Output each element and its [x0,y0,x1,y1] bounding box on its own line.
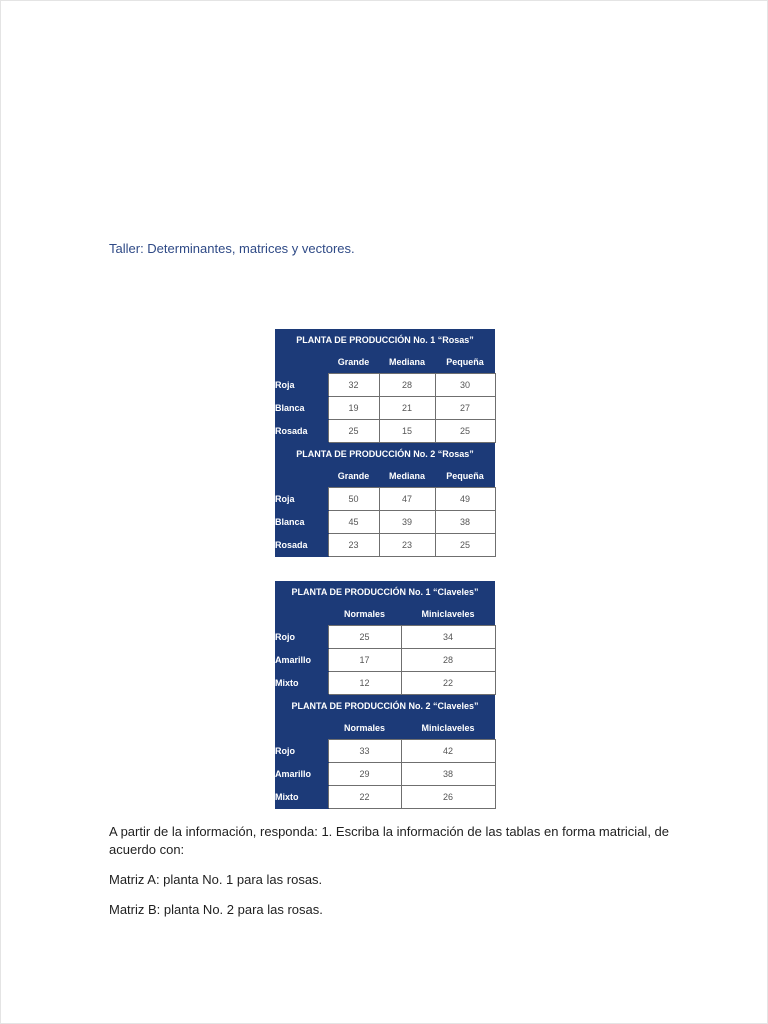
table-title-row [275,443,495,466]
table-cell: 25 [328,420,379,443]
column-header: Normales [328,717,401,740]
table-cell: 22 [328,786,401,809]
row-label: Blanca [275,397,328,420]
table-cell: 45 [328,511,379,534]
document-title: Taller: Determinantes, matrices y vectores. [109,241,355,256]
corner-cell [275,717,328,740]
row-label: Rojo [275,626,328,649]
table-cell: 25 [328,626,401,649]
table-header-row [275,351,495,374]
row-label: Roja [275,374,328,397]
row-label: Amarillo [275,763,328,786]
table-cell: 47 [379,488,435,511]
table-title-row [275,581,495,604]
table-header-row [275,465,495,488]
column-header: Pequeña [435,465,495,488]
column-header: Grande [328,351,379,374]
table-cell: 17 [328,649,401,672]
table-row [275,649,495,672]
table-row [275,534,495,557]
table-cell: 25 [435,534,495,557]
table-cell: 28 [379,374,435,397]
table-cell: 21 [379,397,435,420]
instruction-paragraph: A partir de la información, responda: 1. Escriba la información de las tablas en forma matricial, de acuerdo con: [109,824,669,857]
table-cell: 49 [435,488,495,511]
table-title-rosas-2: PLANTA DE PRODUCCIÓN No. 2 “Rosas” [275,443,495,466]
table-cell: 38 [435,511,495,534]
row-label: Rosada [275,420,328,443]
table-cell: 29 [328,763,401,786]
table-cell: 34 [401,626,495,649]
column-header: Mediana [379,351,435,374]
table-row [275,740,495,763]
matrix-b-paragraph: Matriz B: planta No. 2 para las rosas. [109,902,323,917]
table-row [275,511,495,534]
table-cell: 38 [401,763,495,786]
table-header-row [275,717,495,740]
table-cell: 50 [328,488,379,511]
production-tables-figure [275,328,495,809]
table-cell: 26 [401,786,495,809]
table-row [275,626,495,649]
column-header: Normales [328,603,401,626]
table-cell: 30 [435,374,495,397]
table-row [275,374,495,397]
table-cell: 33 [328,740,401,763]
table-row [275,420,495,443]
table-claveles [275,580,496,809]
column-header: Mediana [379,465,435,488]
row-label: Blanca [275,511,328,534]
row-label: Roja [275,488,328,511]
table-row [275,786,495,809]
table-cell: 28 [401,649,495,672]
table-title-claveles-1: PLANTA DE PRODUCCIÓN No. 1 “Claveles” [275,581,495,604]
table-cell: 19 [328,397,379,420]
column-header: Grande [328,465,379,488]
table-title-row [275,695,495,718]
table-cell: 25 [435,420,495,443]
table-cell: 15 [379,420,435,443]
table-cell: 27 [435,397,495,420]
table-cell: 32 [328,374,379,397]
table-rosas [275,328,496,557]
table-cell: 42 [401,740,495,763]
column-header: Miniclaveles [401,603,495,626]
table-cell: 22 [401,672,495,695]
table-cell: 23 [328,534,379,557]
matrix-a-paragraph: Matriz A: planta No. 1 para las rosas. [109,872,323,887]
table-title-rosas-1: PLANTA DE PRODUCCIÓN No. 1 “Rosas” [275,329,495,352]
table-spacer [275,557,495,580]
corner-cell [275,603,328,626]
table-cell: 23 [379,534,435,557]
corner-cell [275,465,328,488]
table-title-claveles-2: PLANTA DE PRODUCCIÓN No. 2 “Claveles” [275,695,495,718]
column-header: Miniclaveles [401,717,495,740]
column-header: Pequeña [435,351,495,374]
table-row [275,672,495,695]
table-header-row [275,603,495,626]
table-cell: 12 [328,672,401,695]
table-row [275,763,495,786]
row-label: Rojo [275,740,328,763]
table-row [275,488,495,511]
corner-cell [275,351,328,374]
table-cell: 39 [379,511,435,534]
row-label: Rosada [275,534,328,557]
table-row [275,397,495,420]
table-title-row [275,329,495,352]
row-label: Mixto [275,672,328,695]
row-label: Amarillo [275,649,328,672]
row-label: Mixto [275,786,328,809]
